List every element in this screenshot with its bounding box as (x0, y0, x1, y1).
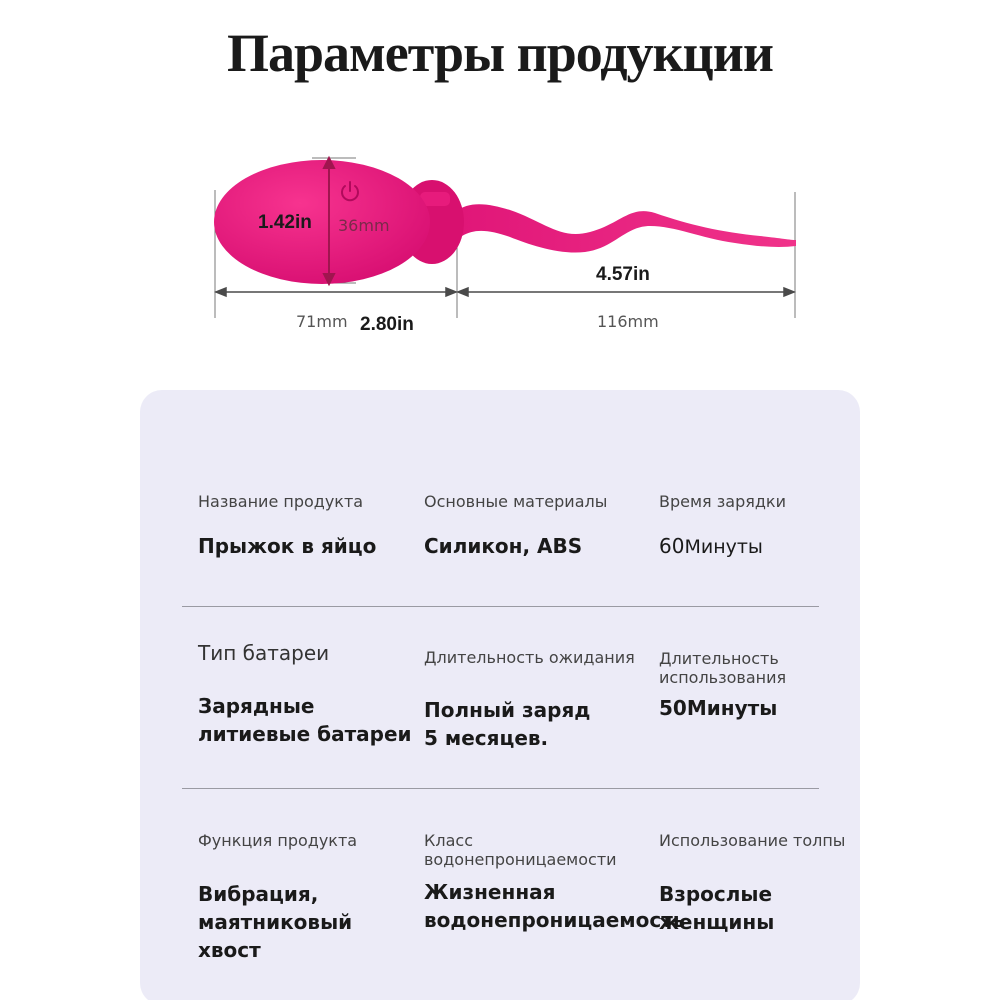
height-mm-label: 36mm (338, 216, 390, 235)
spec-product-name (198, 492, 376, 560)
spec-standby (424, 648, 635, 752)
spec-waterproof-class (424, 831, 685, 934)
row-divider (182, 788, 819, 789)
spec-value-number: 60 (659, 534, 685, 558)
tail-length-arrow (458, 288, 794, 296)
spec-value-line: литиевые батареи (198, 722, 412, 746)
body-length-inch-label: 2.80in (360, 314, 414, 335)
spec-value-line: Жизненная (424, 880, 556, 904)
spec-value-line: маятниковый (198, 910, 353, 934)
spec-label-line: Длительность (659, 649, 779, 668)
tail-length-mm-label: 116mm (597, 312, 659, 331)
spec-label: Тип батареи (198, 641, 330, 665)
spec-label-line: Класс (424, 831, 473, 850)
spec-label-line: использования (659, 668, 787, 687)
spec-label: Название продукта (198, 492, 364, 511)
spec-battery-type (198, 641, 412, 748)
spec-label: Использование толпы (659, 831, 846, 850)
spec-value-line: Взрослые (659, 882, 773, 906)
spec-target-users (659, 831, 845, 936)
spec-label: Функция продукта (198, 831, 358, 850)
spec-value-line: 5 месяцев. (424, 726, 549, 750)
spec-value-line: Полный заряд (424, 698, 591, 722)
spec-materials (424, 492, 607, 560)
spec-value: Прыжок в яйцо (198, 534, 377, 558)
spec-label: Длительность ожидания (424, 648, 635, 667)
page-title: Параметры продукции (226, 23, 774, 83)
spec-label-line: водонепроницаемости (424, 850, 617, 869)
body-length-arrow (216, 288, 456, 296)
tail-length-inch-label: 4.57in (596, 264, 650, 285)
product-dimension-diagram (0, 0, 1000, 380)
spec-charging-time (659, 492, 786, 561)
spec-value (659, 532, 786, 561)
spec-value-line: женщины (659, 910, 775, 934)
spec-value: Силикон, ABS (424, 534, 583, 558)
spec-function (198, 831, 357, 964)
tail-shape (455, 204, 796, 252)
row-divider (182, 606, 819, 607)
spec-usage-duration (659, 649, 786, 722)
spec-label: Время зарядки (659, 492, 786, 511)
spec-value-line: Зарядные (198, 694, 315, 718)
spec-value-line: хвост (198, 938, 261, 962)
height-inch-label: 1.42in (258, 212, 312, 233)
spec-value: 50Минуты (659, 696, 778, 720)
spec-label: Основные материалы (424, 492, 608, 511)
product-illustration (0, 0, 1000, 380)
spec-value-line: водонепроницаемость (424, 908, 686, 932)
spec-value-line: Вибрация, (198, 882, 319, 906)
spec-value-unit: Минуты (684, 536, 763, 558)
body-length-mm-label: 71mm (296, 312, 348, 331)
egg-body-shape (214, 160, 430, 284)
